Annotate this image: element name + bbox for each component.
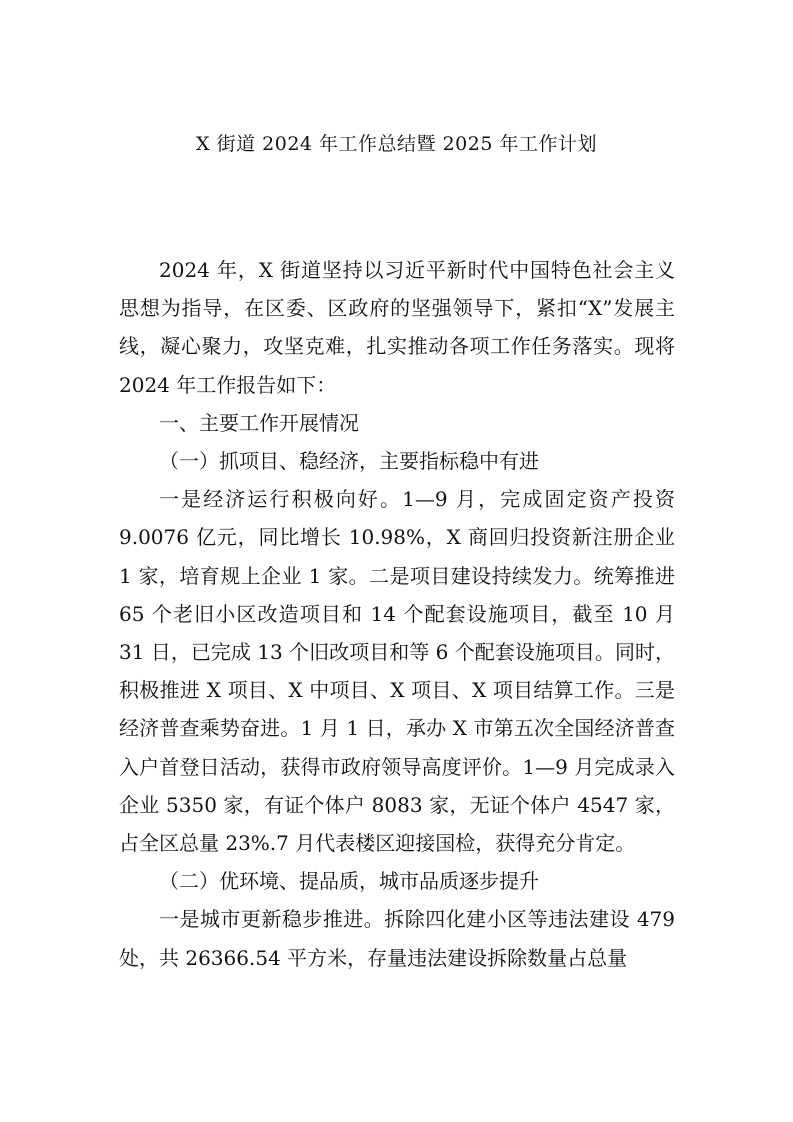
subsection-heading-1: （一）抓项目、稳经济，主要指标稳中有进 (159, 449, 539, 474)
document-body (119, 251, 675, 977)
intro-paragraph: 2024 年，X 街道坚持以习近平新时代中国特色社会主义思想为指导，在区委、区政府的坚强领导下，紧扣“X”发展主线，凝心聚力，攻坚克难，扎实推动各项工作任务落实。现将 2024 年工作报告如下： (119, 258, 675, 397)
document-title: X 街道 2024 年工作总结暨 2025 年工作计划 (196, 133, 597, 155)
section-heading: 一、主要工作开展情况 (159, 410, 359, 435)
city-renewal-paragraph: 一是城市更新稳步推进。拆除四化建小区等违法建设 479 处，共 26366.54 平方米，存量违法建设拆除数量占总量 (119, 907, 675, 970)
subsection-heading-2: （二）优环境、提品质，城市品质逐步提升 (159, 869, 539, 894)
economy-paragraph: 一是经济运行积极向好。1—9 月，完成固定资产投资 9.0076 亿元，同比增长 10.98%，X 商回归投资新注册企业 1 家，培育规上企业 1 家。二是项目建设持续发力。统筹推进 65 个老旧小区改造项目和 14 个配套设施项目，截至 10 月 31 日，已完成 13 个旧改项目和等 6 个配套设施项目。同时，积极推进 X 项目、X 中项目、X 项目、X 项目结算工作。三是经济普查乘势奋进。1 月 1 日，承办 X 市第五次全国经济普查入户首登日活动，获得市政府领导高度评价。1—9 月完成录入企业 5350 家，有证个体户 8083 家，无证个体户 4547 家，占全区总量 23%.7 月代表楼区迎接国检，获得充分肯定。 (119, 487, 675, 856)
